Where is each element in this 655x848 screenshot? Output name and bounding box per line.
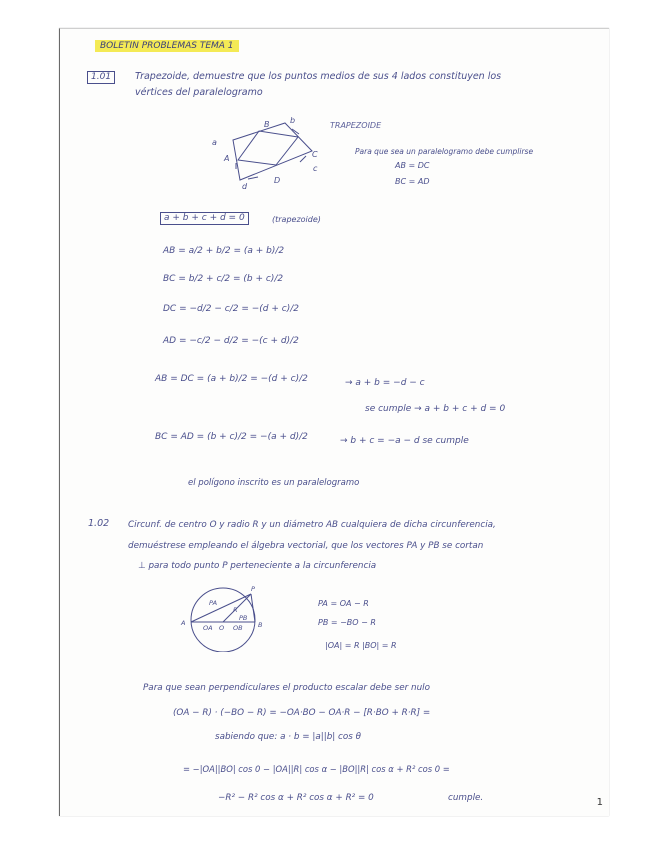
sum-note: (trapezoide) bbox=[272, 215, 321, 224]
label-b-mid: B bbox=[264, 120, 270, 129]
label-a: a bbox=[212, 138, 217, 147]
arrow-d bbox=[248, 177, 258, 179]
cumple-2: cumple. bbox=[448, 793, 484, 803]
label-c: c bbox=[313, 164, 318, 173]
eq-AB-DC: AB = DC = (a + b)/2 = −(d + c)/2 bbox=[155, 374, 308, 384]
chord-PB bbox=[251, 594, 255, 622]
label-D: D bbox=[274, 176, 281, 185]
problem-2-statement-line1: Circunf. de centro O y radio R y un diámetro AB cualquiera de dicha circunferencia, bbox=[128, 520, 496, 530]
eq-AD: AD = −c/2 − d/2 = −(c + d)/2 bbox=[163, 336, 299, 346]
eq-DC: DC = −d/2 − c/2 = −(d + c)/2 bbox=[163, 304, 299, 314]
trapezoid-outline bbox=[233, 123, 312, 180]
problem-2-statement-line2: demuéstrese empleando el álgebra vectorial, que los vectores PA y PB se cortan bbox=[128, 541, 484, 551]
eq-BC-AD: BC = AD = (b + c)/2 = −(a + d)/2 bbox=[155, 432, 308, 442]
eq-product-3: −R² − R² cos α + R² cos α + R² = 0 bbox=[218, 793, 374, 803]
label-PB-circle: PB bbox=[239, 614, 248, 622]
eq-product-1: (OA − R) · (−BO − R) = −OA·BO − OA·R − [R·BO + R·R] = bbox=[173, 708, 431, 718]
problem-number-1-01: 1.01 bbox=[87, 71, 115, 84]
label-R-circle: R bbox=[233, 606, 238, 614]
trapezoid-figure bbox=[200, 115, 330, 190]
sum-boxed: a + b + c + d = 0 bbox=[160, 212, 249, 225]
label-O-circle: O bbox=[219, 624, 225, 632]
label-B-circle: B bbox=[258, 621, 263, 629]
label-OA-circle: OA bbox=[203, 624, 213, 632]
label-A-circle: A bbox=[181, 619, 186, 627]
problem-number-1-02: 1.02 bbox=[88, 518, 110, 529]
label-C: C bbox=[312, 150, 318, 159]
label-P-circle: P bbox=[251, 585, 255, 593]
eq-AB-DC-result: → a + b = −d − c bbox=[345, 378, 425, 388]
eq-AB: AB = a/2 + b/2 = (a + b)/2 bbox=[163, 246, 285, 256]
condition-2: BC = AD bbox=[395, 177, 430, 186]
perpendicular-intro: Para que sean perpendiculares el producto escalar debe ser nulo bbox=[143, 683, 430, 693]
eq-moduli: |OA| = R |BO| = R bbox=[325, 641, 397, 650]
eq-PB: PB = −BO − R bbox=[318, 618, 376, 627]
condition-1: AB = DC bbox=[395, 161, 430, 170]
condition-intro: Para que sea un paralelogramo debe cumplirse bbox=[355, 147, 534, 156]
label-b: b bbox=[290, 116, 296, 125]
circle-figure bbox=[175, 582, 270, 652]
eq-dot-definition: sabiendo que: a · b = |a||b| cos θ bbox=[215, 732, 362, 742]
cumple-1: se cumple → a + b + c + d = 0 bbox=[365, 404, 506, 414]
page-title: BOLETIN PROBLEMAS TEMA 1 bbox=[95, 40, 239, 52]
label-A: A bbox=[224, 154, 230, 163]
arrow-c bbox=[300, 156, 306, 162]
page-number: 1 bbox=[596, 797, 603, 808]
label-OB-circle: OB bbox=[233, 624, 243, 632]
eq-PA: PA = OA − R bbox=[318, 599, 369, 608]
eq-product-2: = −|OA||BO| cos 0 − |OA||R| cos α − |BO||R| cos α + R² cos 0 = bbox=[183, 764, 450, 774]
eq-BC: BC = b/2 + c/2 = (b + c)/2 bbox=[163, 274, 284, 284]
label-PA-circle: PA bbox=[209, 599, 218, 607]
eq-BC-AD-result: → b + c = −a − d se cumple bbox=[340, 436, 469, 446]
figure-title-trapezoide: TRAPEZOIDE bbox=[330, 121, 382, 130]
problem-1-statement-line1: Trapezoide, demuestre que los puntos medios de sus 4 lados constituyen los bbox=[135, 71, 502, 82]
problem-1-statement-line2: vértices del paralelogramo bbox=[135, 87, 263, 98]
conclusion-1: el polígono inscrito es un paralelogramo bbox=[188, 478, 360, 488]
problem-2-statement-line3: ⊥ para todo punto P perteneciente a la circunferencia bbox=[138, 561, 377, 571]
label-d: d bbox=[242, 182, 248, 190]
